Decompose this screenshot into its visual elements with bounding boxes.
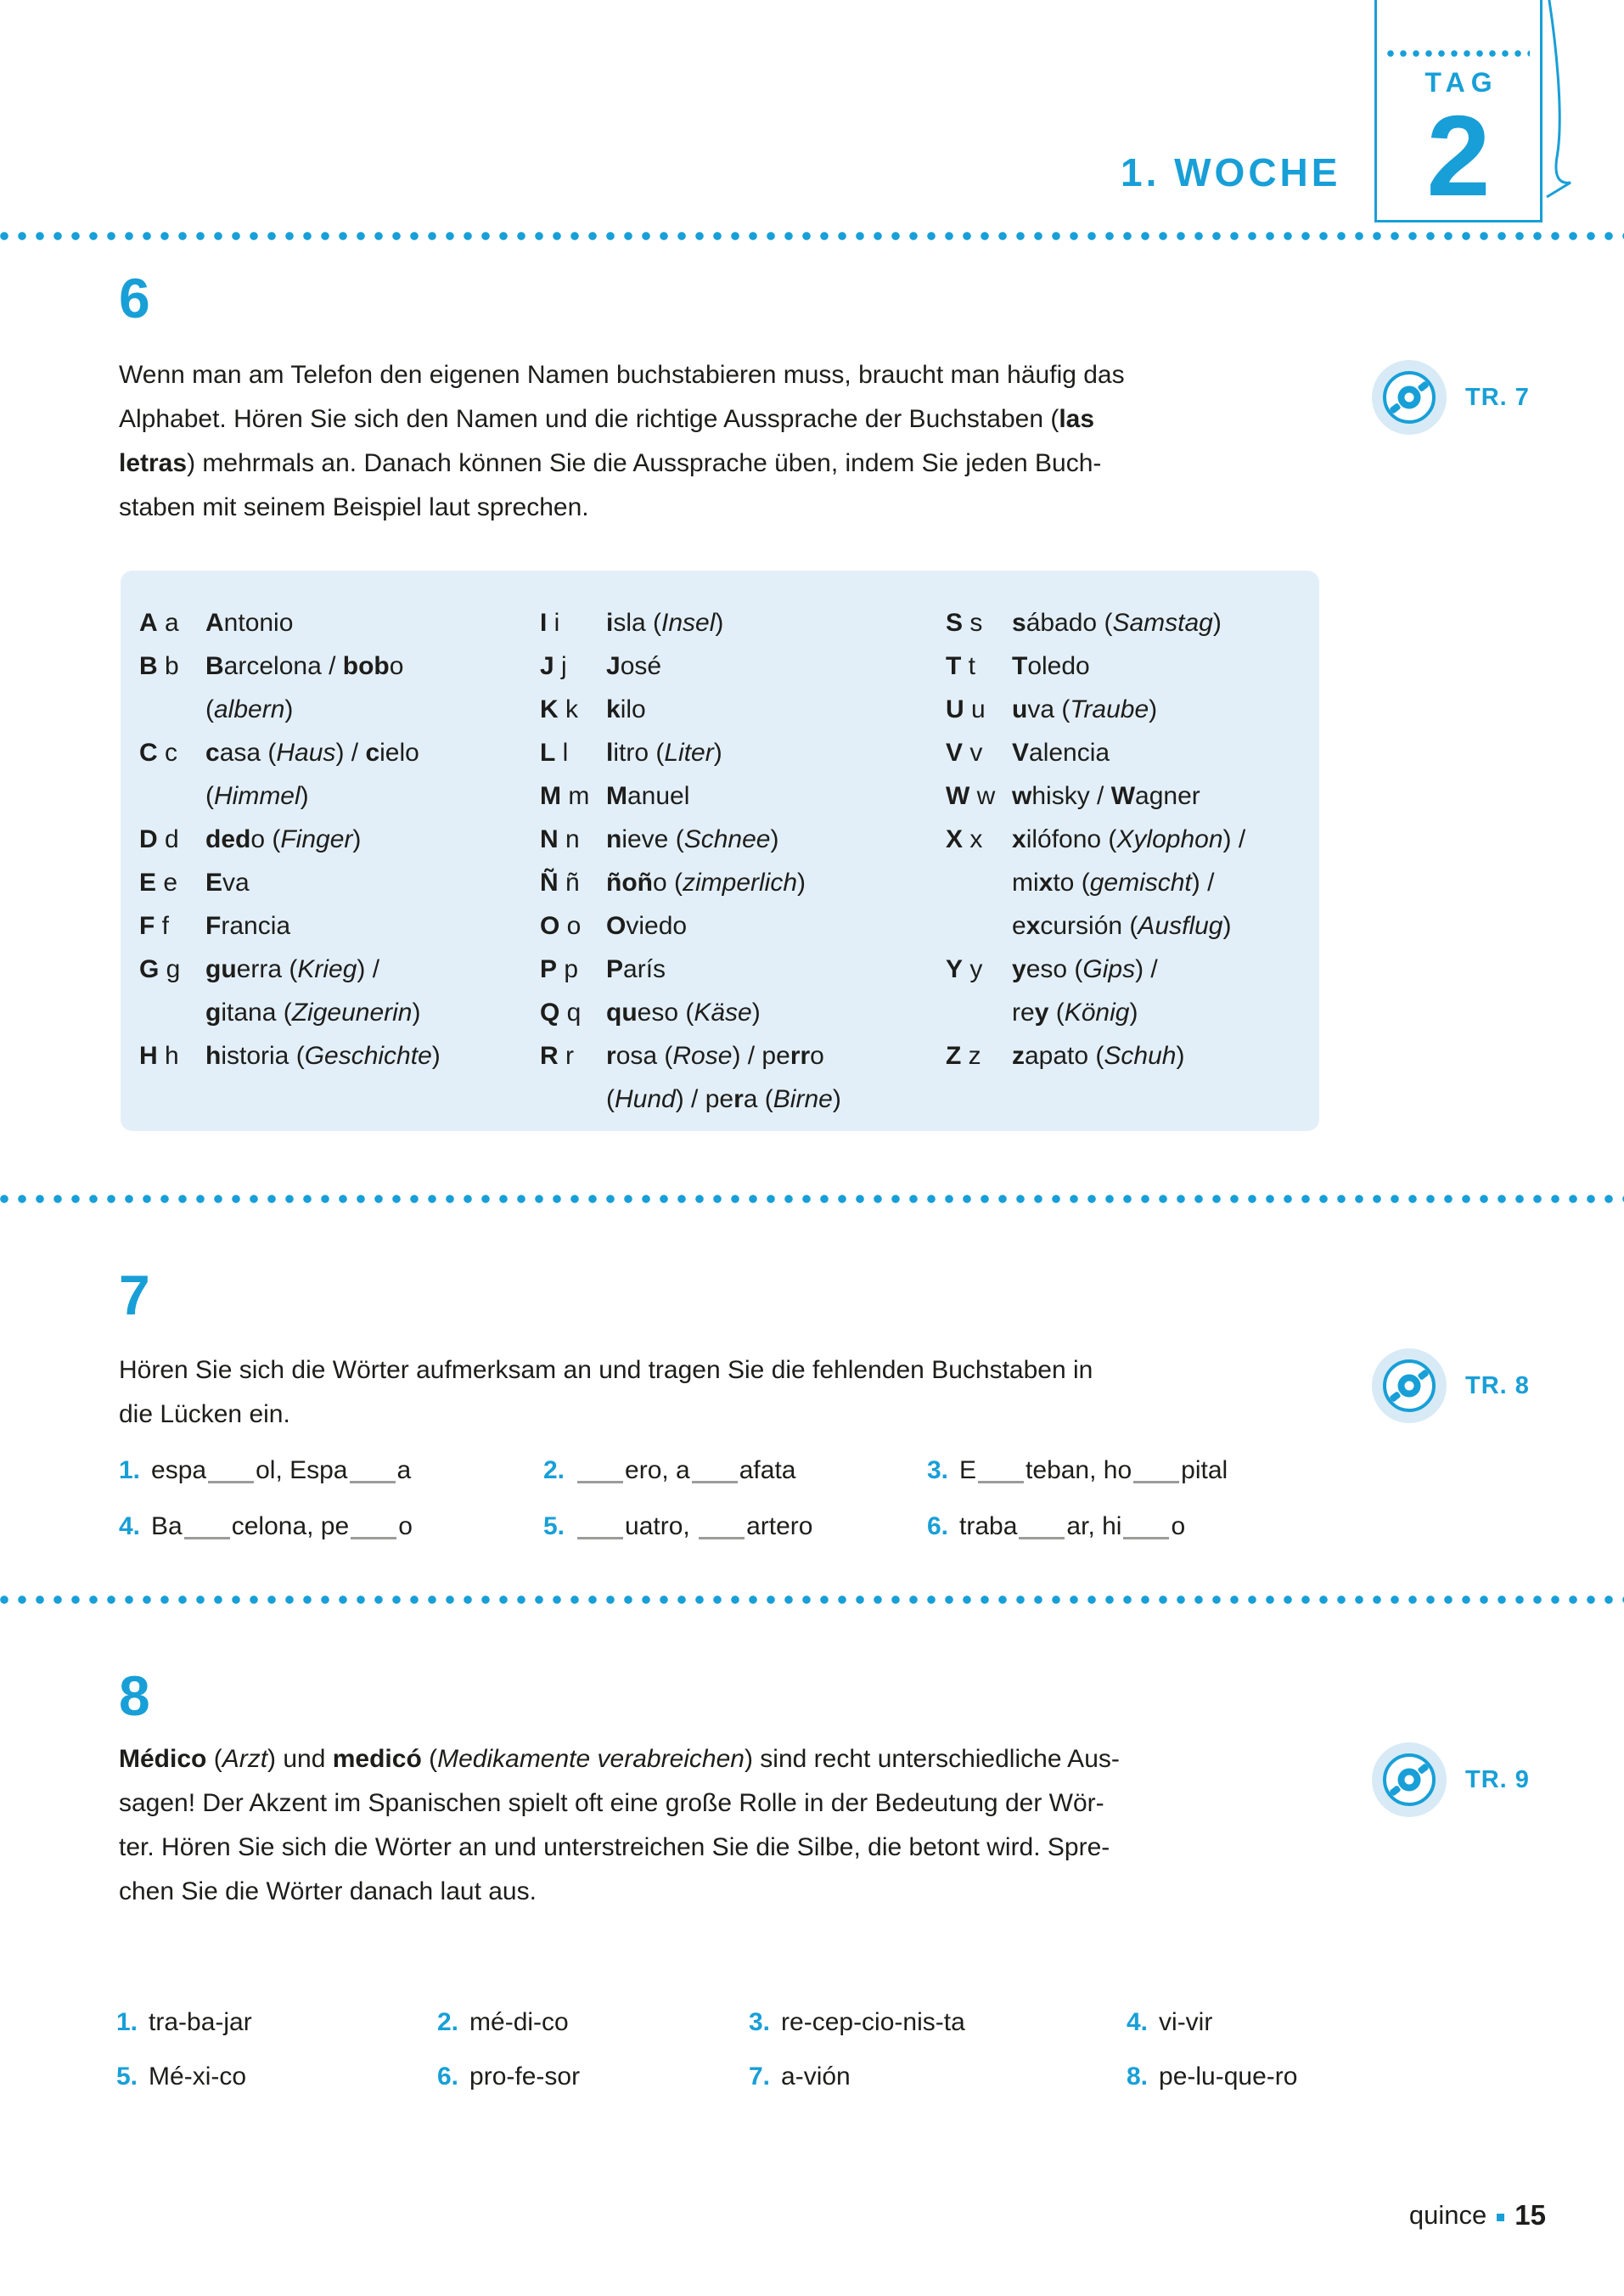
letter-pair: E e bbox=[139, 869, 178, 897]
alphabet-row bbox=[946, 688, 1302, 731]
item-text: traba ar, hi o bbox=[959, 1512, 1186, 1540]
letter-example: dedo (Finger) bbox=[205, 825, 362, 853]
syllable-item bbox=[437, 2060, 749, 2094]
alphabet-row bbox=[540, 861, 946, 904]
letter-pair: V v bbox=[946, 739, 983, 767]
item-number: 1. bbox=[116, 2008, 138, 2036]
alphabet-column-1 bbox=[139, 601, 540, 1131]
week-label: 1. WOCHE bbox=[1121, 150, 1341, 194]
letter-pair: X x bbox=[946, 825, 983, 853]
dotted-separator-middle bbox=[0, 1194, 1624, 1204]
letter-pair: J j bbox=[540, 652, 567, 680]
alphabet-row bbox=[540, 688, 946, 731]
alphabet-row bbox=[946, 644, 1302, 688]
letter-pair: Y y bbox=[946, 955, 983, 983]
blank-line bbox=[184, 1520, 230, 1539]
letter-pair: R r bbox=[540, 1042, 574, 1070]
letter-pair: B b bbox=[139, 652, 179, 680]
exercise-8-intro: Médico (Arzt) und medicó (Medikamente verabreichen) sind recht unterschiedliche Aus- sagen! Der Akzent im Spanischen spielt oft eine große Rolle in der Bedeutung der Wör- ter. Hören Sie sich die Wörter an und unterstreichen Sie die Silbe, die betont wird. Spre- chen Sie die Wörter danach laut aus. bbox=[119, 1745, 1120, 1905]
calendar-back-page-icon bbox=[1538, 0, 1589, 229]
calendar-tag bbox=[1374, 0, 1587, 229]
syllable-item bbox=[116, 2060, 437, 2094]
alphabet-row bbox=[139, 861, 540, 904]
item-number: 6. bbox=[437, 2062, 459, 2091]
item-number: 5. bbox=[116, 2062, 138, 2091]
audio-track-label: TR. 9 bbox=[1465, 1765, 1530, 1793]
letter-pair: N n bbox=[540, 825, 580, 853]
alphabet-row bbox=[540, 948, 946, 991]
fill-blank-item bbox=[119, 1510, 543, 1544]
letter-pair: G g bbox=[139, 955, 181, 983]
item-text: uatro, artero bbox=[576, 1512, 812, 1540]
alphabet-row bbox=[540, 904, 946, 948]
letter-example: Antonio bbox=[205, 609, 294, 637]
item-number: 4. bbox=[1127, 2008, 1149, 2036]
letter-example: casa (Haus) / cielo (Himmel) bbox=[205, 739, 419, 810]
alphabet-row bbox=[540, 731, 946, 774]
calendar-front-page bbox=[1374, 0, 1543, 222]
letter-example: Oviedo bbox=[606, 912, 688, 940]
fill-blank-item bbox=[119, 1454, 543, 1488]
alphabet-row bbox=[540, 991, 946, 1034]
letter-pair: D d bbox=[139, 825, 179, 853]
letter-example: historia (Geschichte) bbox=[205, 1042, 441, 1070]
letter-pair: Q q bbox=[540, 999, 582, 1027]
item-text: ero, a afata bbox=[576, 1456, 795, 1484]
item-number: 8. bbox=[1127, 2062, 1149, 2091]
letter-example: guerra (Krieg) / gitana (Zigeunerin) bbox=[205, 955, 421, 1027]
alphabet-row bbox=[946, 774, 1302, 818]
item-number: 7. bbox=[749, 2062, 771, 2091]
blank-line bbox=[699, 1520, 745, 1539]
item-number: 2. bbox=[437, 2008, 459, 2036]
calendar-day-number: 2 bbox=[1426, 92, 1491, 220]
cd-icon bbox=[1372, 1742, 1447, 1817]
alphabet-row bbox=[139, 731, 540, 818]
blank-line bbox=[577, 1464, 623, 1483]
letter-pair: A a bbox=[139, 609, 179, 637]
item-number: 2. bbox=[543, 1456, 565, 1484]
letter-pair: P p bbox=[540, 955, 579, 983]
item-number: 5. bbox=[543, 1512, 565, 1540]
alphabet-row bbox=[139, 644, 540, 731]
letter-example: xilófono (Xylophon) / mixto (gemischt) / excursión (Ausflug) bbox=[1012, 825, 1246, 940]
audio-track-badge-ex6 bbox=[1372, 360, 1530, 435]
exercise-8-number: 8 bbox=[119, 1664, 150, 1727]
syllable-item bbox=[749, 2006, 1127, 2040]
blank-line bbox=[1019, 1520, 1065, 1539]
item-text: re-cep-cio-nis-ta bbox=[781, 2008, 965, 2036]
footer-square-icon bbox=[1497, 2214, 1504, 2221]
letter-pair: L l bbox=[540, 739, 569, 767]
letter-example: litro (Liter) bbox=[606, 739, 722, 767]
page-number: 15 bbox=[1514, 2199, 1546, 2231]
letter-example: Toledo bbox=[1012, 652, 1090, 680]
audio-track-badge-ex7 bbox=[1372, 1348, 1530, 1423]
letter-example: José bbox=[606, 652, 662, 680]
alphabet-row bbox=[946, 601, 1302, 644]
letter-pair: F f bbox=[139, 912, 169, 940]
alphabet-table bbox=[121, 571, 1319, 1131]
letter-pair: O o bbox=[540, 912, 582, 940]
alphabet-row bbox=[946, 948, 1302, 1034]
letter-example: Valencia bbox=[1012, 739, 1110, 767]
letter-example: yeso (Gips) / rey (König) bbox=[1012, 955, 1158, 1027]
alphabet-column-3 bbox=[946, 601, 1302, 1131]
alphabet-row bbox=[540, 774, 946, 818]
item-text: Ba celona, pe o bbox=[151, 1512, 413, 1540]
letter-example: queso (Käse) bbox=[606, 999, 761, 1027]
exercise-6-number: 6 bbox=[119, 267, 150, 329]
blank-line bbox=[350, 1464, 396, 1483]
blank-line bbox=[208, 1464, 254, 1483]
letter-pair: T t bbox=[946, 652, 975, 680]
letter-example: Manuel bbox=[606, 782, 690, 810]
item-number: 1. bbox=[119, 1456, 141, 1484]
calendar-tag-label: TAG bbox=[1425, 67, 1498, 98]
blank-line bbox=[978, 1464, 1024, 1483]
letter-example: ñoño (zimperlich) bbox=[606, 869, 806, 897]
letter-example: París bbox=[606, 955, 666, 983]
exercise-7-intro: Hören Sie sich die Wörter aufmerksam an und tragen Sie die fehlenden Buchstaben in die Lücken ein. bbox=[119, 1356, 1093, 1428]
item-text: Mé-xi-co bbox=[149, 2062, 247, 2091]
item-text: mé-di-co bbox=[469, 2008, 569, 2036]
item-text: tra-ba-jar bbox=[149, 2008, 252, 2036]
exercise-6-intro: Wenn man am Telefon den eigenen Namen buchstabieren muss, braucht man häufig das Alphabet. Hören Sie sich den Namen und die richtige Aussprache der Buchstaben (las letras) mehrmals an. Danach können Sie die Aussprache üben, indem Sie jeden Buch- staben mit seinem Beispiel laut sprechen. bbox=[119, 361, 1125, 521]
alphabet-row bbox=[139, 818, 540, 861]
letter-example: whisky / Wagner bbox=[1012, 782, 1200, 810]
letter-example: uva (Traube) bbox=[1012, 695, 1158, 723]
fill-blank-item bbox=[927, 1510, 1358, 1544]
letter-example: kilo bbox=[606, 695, 646, 723]
alphabet-row bbox=[540, 818, 946, 861]
calendar-perforation-icon bbox=[1387, 50, 1530, 57]
audio-track-label: TR. 8 bbox=[1465, 1371, 1530, 1399]
letter-pair: Ñ ñ bbox=[540, 869, 580, 897]
letter-example: Francia bbox=[205, 912, 291, 940]
syllable-item bbox=[1127, 2060, 1458, 2094]
item-text: vi-vir bbox=[1159, 2008, 1213, 2036]
letter-example: rosa (Rose) / perro (Hund) / pera (Birne) bbox=[606, 1042, 841, 1113]
syllable-item bbox=[437, 2006, 749, 2040]
fill-blank-item bbox=[543, 1510, 927, 1544]
dotted-separator-top bbox=[0, 231, 1624, 241]
blank-line bbox=[1133, 1464, 1179, 1483]
blank-line bbox=[692, 1464, 738, 1483]
cd-icon bbox=[1372, 360, 1447, 435]
dotted-separator-bottom bbox=[0, 1595, 1624, 1605]
syllable-item bbox=[1127, 2006, 1458, 2040]
syllable-item bbox=[749, 2060, 1127, 2094]
letter-pair: S s bbox=[946, 609, 983, 637]
letter-pair: K k bbox=[540, 695, 579, 723]
item-number: 3. bbox=[927, 1456, 949, 1484]
blank-line bbox=[1123, 1520, 1169, 1539]
letter-pair: H h bbox=[139, 1042, 179, 1070]
letter-pair: C c bbox=[139, 739, 178, 767]
letter-example: isla (Insel) bbox=[606, 609, 724, 637]
letter-example: Barcelona / bobo (albern) bbox=[205, 652, 404, 723]
exercise-7-items bbox=[119, 1454, 1358, 1544]
item-text: a-vión bbox=[781, 2062, 851, 2091]
letter-example: sábado (Samstag) bbox=[1012, 609, 1222, 637]
item-text: pro-fe-sor bbox=[469, 2062, 581, 2091]
letter-pair: W w bbox=[946, 782, 996, 810]
alphabet-row bbox=[139, 601, 540, 644]
alphabet-row bbox=[946, 1034, 1302, 1078]
blank-line bbox=[351, 1520, 396, 1539]
blank-line bbox=[577, 1520, 623, 1539]
audio-track-label: TR. 7 bbox=[1465, 383, 1530, 411]
alphabet-row bbox=[540, 644, 946, 688]
cd-icon bbox=[1372, 1348, 1447, 1423]
letter-example: zapato (Schuh) bbox=[1012, 1042, 1185, 1070]
page-number-word: quince bbox=[1408, 2200, 1487, 2230]
letter-example: Eva bbox=[205, 869, 250, 897]
item-number: 3. bbox=[749, 2008, 771, 2036]
alphabet-row bbox=[946, 818, 1302, 948]
exercise-7-number: 7 bbox=[119, 1263, 150, 1326]
alphabet-row bbox=[139, 904, 540, 948]
page-footer bbox=[1409, 2199, 1546, 2231]
syllable-item bbox=[116, 2006, 437, 2040]
fill-blank-item bbox=[927, 1454, 1358, 1488]
alphabet-row bbox=[946, 731, 1302, 774]
letter-example: nieve (Schnee) bbox=[606, 825, 779, 853]
fill-blank-item bbox=[543, 1454, 927, 1488]
audio-track-badge-ex8 bbox=[1372, 1742, 1530, 1817]
letter-pair: M m bbox=[540, 782, 590, 810]
item-text: espa ol, Espa a bbox=[151, 1456, 412, 1484]
letter-pair: I i bbox=[540, 609, 560, 637]
item-number: 6. bbox=[927, 1512, 949, 1540]
alphabet-row bbox=[139, 1034, 540, 1078]
item-number: 4. bbox=[119, 1512, 141, 1540]
alphabet-column-2 bbox=[540, 601, 946, 1131]
letter-pair: U u bbox=[946, 695, 986, 723]
item-text: pe-lu-que-ro bbox=[1159, 2062, 1298, 2091]
letter-pair: Z z bbox=[946, 1042, 981, 1070]
alphabet-row bbox=[139, 948, 540, 1034]
item-text: E teban, ho pital bbox=[959, 1456, 1228, 1484]
alphabet-row bbox=[540, 601, 946, 644]
exercise-8-items bbox=[116, 2006, 1458, 2094]
alphabet-row bbox=[540, 1034, 946, 1121]
